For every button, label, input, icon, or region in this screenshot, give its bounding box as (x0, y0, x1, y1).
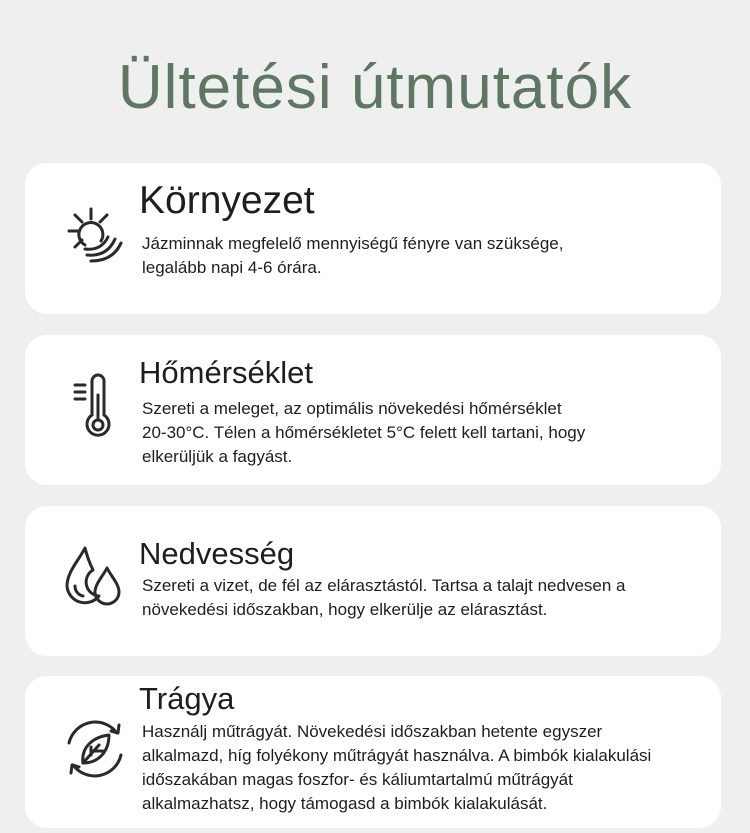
description-line: növekedési időszakban, hogy elkerülje az elárasztást. (142, 600, 548, 619)
section-heading: Nedvesség (139, 536, 295, 571)
description-line: alkalmazd, híg folyékony műtrágyát használva. A bimbók kialakulási (142, 746, 652, 765)
description-line: Jázminnak megfelelő mennyiségű fényre van szüksége, (142, 234, 564, 253)
water-drops-icon (55, 534, 135, 614)
section-heading: Hőmérséklet (139, 355, 313, 390)
section-heading: Trágya (139, 681, 235, 716)
description-line: elkerüljük a fagyást. (142, 447, 293, 466)
description-line: alkalmazhatsz, hogy támogasd a bimbók kialakulását. (142, 794, 548, 813)
section-description (142, 397, 727, 469)
description-line: időszakában magas foszfor- és káliumtartalmú műtrágyát (142, 770, 573, 789)
description-line: 20-30°C. Télen a hőmérsékletet 5°C felett kell tartani, hogy (142, 423, 586, 442)
description-line: legalább napi 4-6 órára. (142, 258, 322, 277)
section-heading: Környezet (139, 179, 315, 222)
description-line: Szereti a meleget, az optimális növekedési hőmérséklet (142, 399, 562, 418)
thermometer-icon (55, 365, 135, 445)
section-description (142, 574, 727, 622)
page-title: Ültetési útmutatók (117, 53, 633, 122)
humidity-card (25, 506, 721, 656)
fertilizer-card (25, 676, 721, 828)
fertilizer-leaf-cycle-icon (55, 709, 135, 789)
section-description (142, 720, 742, 816)
temperature-card (25, 335, 721, 485)
section-description (142, 232, 727, 280)
environment-card (25, 163, 721, 314)
description-line: Használj műtrágyát. Növekedési időszakban hetente egyszer (142, 722, 603, 741)
sun-icon (55, 199, 135, 279)
description-line: Szereti a vizet, de fél az elárasztástól. Tartsa a talajt nedvesen a (142, 576, 626, 595)
